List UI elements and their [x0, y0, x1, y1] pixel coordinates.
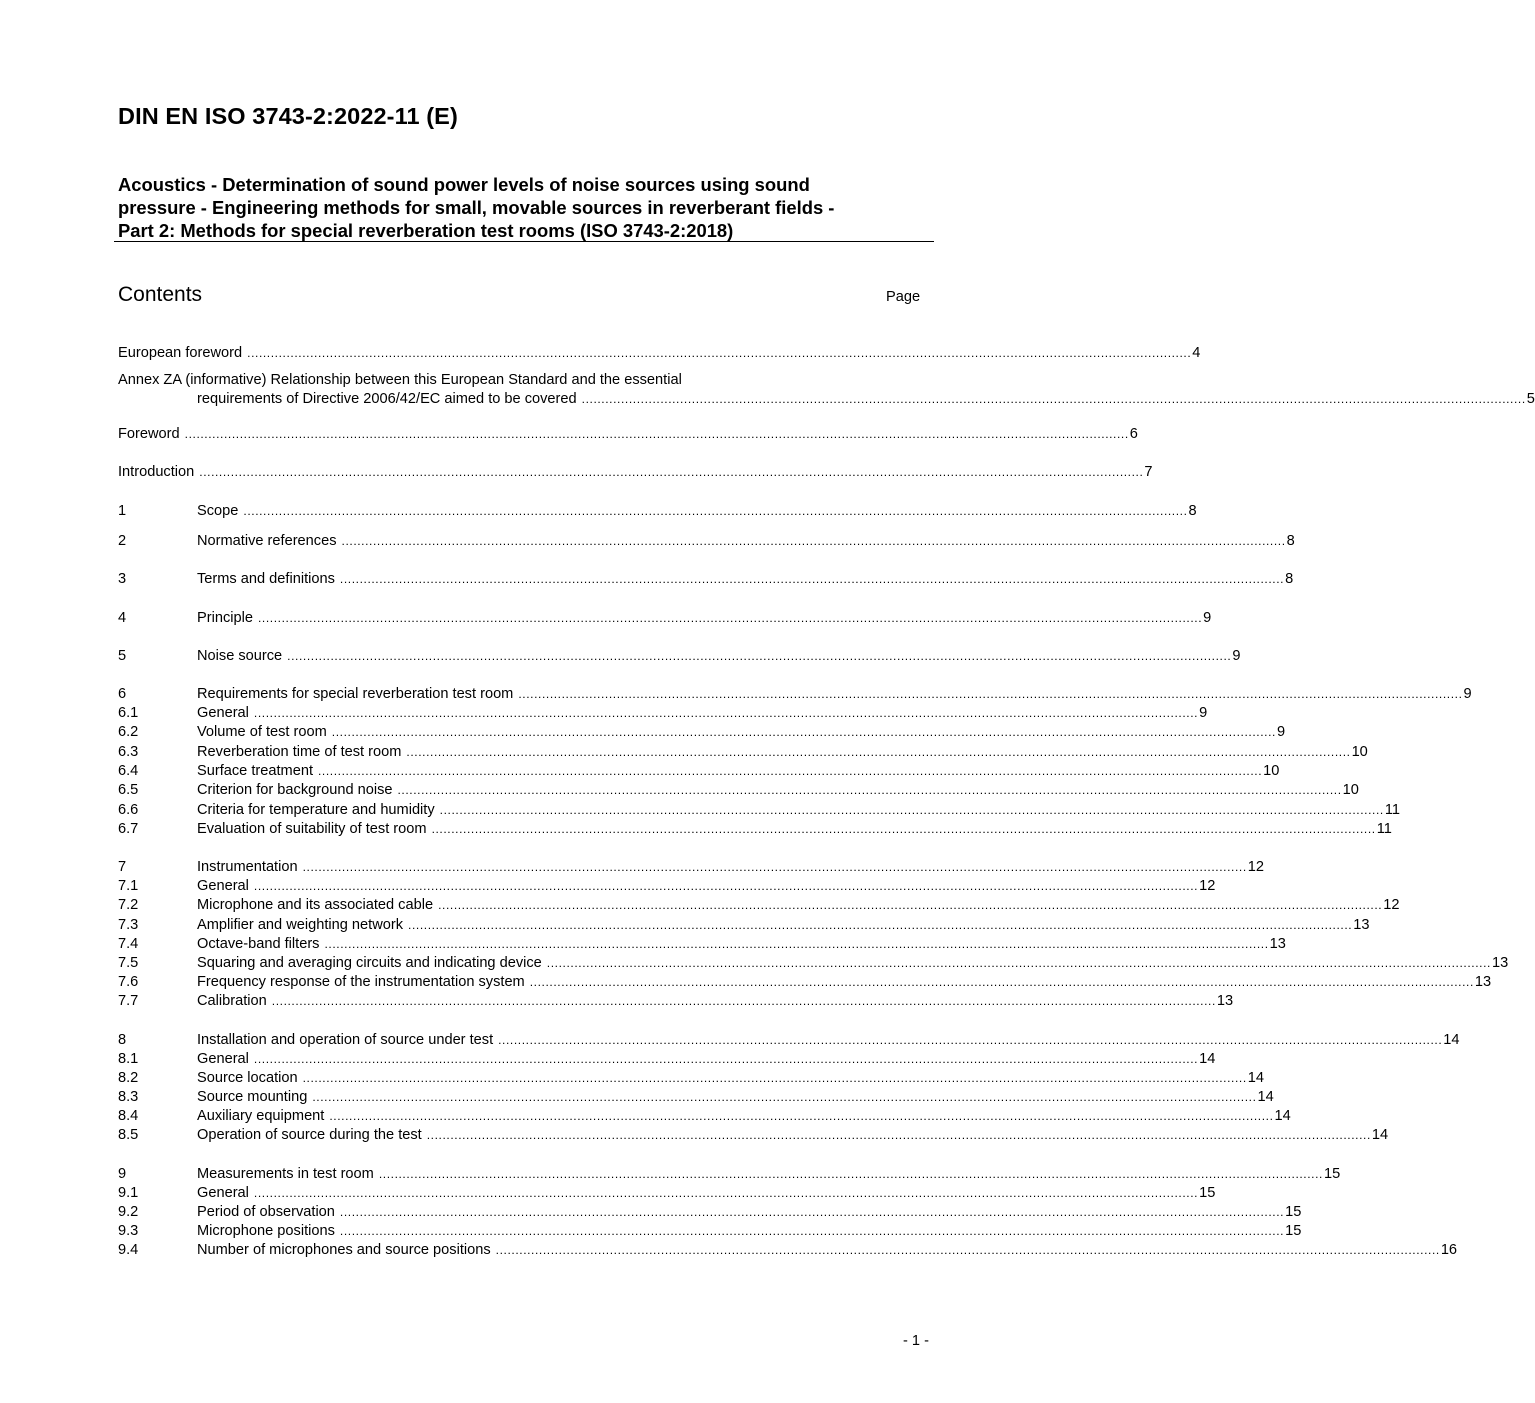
toc-entry-title: Microphone and its associated cable	[197, 897, 434, 913]
toc-entry-number: 7.3	[118, 917, 139, 933]
toc-entry-title: Requirements for special reverberation test room	[197, 686, 514, 702]
toc-entry-number: 3	[118, 571, 127, 587]
toc-entry-number: 7.4	[118, 936, 139, 952]
toc-leader-dots: ................................................................................................................................................................................................................................................	[438, 898, 1383, 912]
toc-entry-page: 13	[1474, 974, 1492, 990]
toc-entry-number: 6.5	[118, 782, 139, 798]
page-column-label: Page	[886, 289, 921, 305]
toc-entry-page: 12	[1199, 878, 1216, 894]
toc-entry[interactable]	[118, 858, 1264, 877]
toc-entry-number: 6.1	[118, 705, 139, 721]
toc-entry-number: 9.3	[118, 1223, 139, 1239]
toc-entry[interactable]	[118, 1184, 1216, 1203]
toc-entry-title: Surface treatment	[197, 763, 313, 779]
toc-entry-title: Criteria for temperature and humidity	[197, 802, 435, 818]
toc-entry-title: Microphone positions	[197, 1223, 335, 1239]
toc-leader-dots: ................................................................................................................................................................................................................................................	[397, 783, 1342, 797]
toc-entry-page: 9	[1199, 705, 1208, 721]
toc-entry[interactable]	[118, 820, 1392, 839]
toc-entry-title: Noise source	[197, 648, 283, 664]
toc-entry-title: Instrumentation	[197, 859, 298, 875]
toc-entry-page: 9	[1232, 648, 1241, 664]
toc-entry[interactable]	[118, 344, 1201, 363]
toc-entry-page: 14	[1257, 1089, 1274, 1105]
toc-entry-page: 10	[1351, 744, 1368, 760]
toc-entry-number: 5	[118, 648, 127, 664]
toc-leader-dots: ................................................................................................................................................................................................................................................	[199, 465, 1144, 479]
toc-entry-title: Frequency response of the instrumentation system	[197, 974, 525, 990]
toc-entry[interactable]	[118, 954, 1509, 973]
toc-entry-number: 7	[118, 859, 127, 875]
toc-entry[interactable]	[118, 704, 1208, 723]
toc-entry-page: 10	[1263, 763, 1280, 779]
toc-entry-number: 6.3	[118, 744, 139, 760]
toc-leader-dots: ................................................................................................................................................................................................................................................	[341, 534, 1286, 548]
toc-entry[interactable]	[118, 781, 1359, 800]
toc-entry-title: Source mounting	[197, 1089, 308, 1105]
toc-entry[interactable]	[118, 647, 1241, 666]
toc-entry-page: 12	[1247, 859, 1264, 875]
toc-entry-title: General	[197, 878, 249, 894]
toc-leader-dots: ................................................................................................................................................................................................................................................	[287, 649, 1232, 663]
toc-entry-page: 13	[1353, 917, 1370, 933]
toc-entry-title-line: Annex ZA (informative) Relationship between this European Standard and the essential	[118, 372, 682, 388]
toc-leader-dots: ................................................................................................................................................................................................................................................	[581, 392, 1526, 406]
toc-entry-number: 7.1	[118, 878, 139, 894]
toc-leader-dots: ................................................................................................................................................................................................................................................	[253, 879, 1199, 893]
toc-entry[interactable]	[118, 1050, 1216, 1069]
toc-leader-dots: ................................................................................................................................................................................................................................................	[253, 706, 1199, 720]
toc-entry-number: 6.7	[118, 821, 139, 837]
toc-entry[interactable]	[118, 935, 1286, 954]
toc-entry[interactable]	[118, 1088, 1274, 1107]
toc-entry-page: 12	[1383, 897, 1400, 913]
toc-entry[interactable]	[118, 502, 1197, 521]
toc-leader-dots: ................................................................................................................................................................................................................................................	[518, 687, 1463, 701]
toc-entry-page: 13	[1491, 955, 1509, 971]
toc-entry[interactable]	[118, 1203, 1302, 1222]
toc-leader-dots: ................................................................................................................................................................................................................................................	[439, 803, 1384, 817]
toc-entry[interactable]	[118, 1031, 1460, 1050]
toc-entry[interactable]	[118, 570, 1294, 589]
toc-leader-dots: ................................................................................................................................................................................................................................................	[257, 611, 1203, 625]
toc-leader-dots: ................................................................................................................................................................................................................................................	[302, 1071, 1247, 1085]
toc-entry-page: 11	[1384, 802, 1400, 818]
toc-entry-title: European foreword	[118, 345, 243, 361]
toc-entry-title: Number of microphones and source positions	[197, 1242, 491, 1258]
toc-entry-number: 7.7	[118, 993, 139, 1009]
toc-leader-dots: ................................................................................................................................................................................................................................................	[431, 822, 1376, 836]
toc-leader-dots: ................................................................................................................................................................................................................................................	[495, 1243, 1440, 1257]
toc-entry-number: 8.4	[118, 1108, 139, 1124]
toc-entry-page: 7	[1144, 464, 1153, 480]
toc-entry[interactable]	[118, 762, 1280, 781]
toc-entry-page: 15	[1323, 1166, 1341, 1182]
toc-entry-number: 8.5	[118, 1127, 139, 1143]
toc-entry-page: 14	[1371, 1127, 1389, 1143]
toc-entry[interactable]	[118, 685, 1472, 704]
toc-entry-number: 2	[118, 533, 127, 549]
toc-entry-title: Amplifier and weighting network	[197, 917, 404, 933]
toc-entry-title: Criterion for background noise	[197, 782, 393, 798]
subtitle-line: Part 2: Methods for special reverberation test rooms (ISO 3743-2:2018)	[118, 220, 734, 241]
toc-entry-number: 9.4	[118, 1242, 139, 1258]
toc-entry-number: 6	[118, 686, 127, 702]
toc-entry-title: Reverberation time of test room	[197, 744, 402, 760]
toc-entry-number: 8.3	[118, 1089, 139, 1105]
toc-entry-page: 15	[1199, 1185, 1216, 1201]
toc-entry-page: 15	[1285, 1204, 1302, 1220]
toc-entry-title: requirements of Directive 2006/42/EC aimed to be covered	[197, 391, 577, 407]
toc-entry-number: 9.2	[118, 1204, 139, 1220]
toc-entry-number: 9	[118, 1166, 127, 1182]
toc-entry-page: 6	[1129, 426, 1138, 442]
toc-leader-dots: ................................................................................................................................................................................................................................................	[302, 860, 1247, 874]
toc-leader-dots: ................................................................................................................................................................................................................................................	[243, 504, 1188, 518]
title-underline	[114, 241, 934, 242]
toc-entry[interactable]	[118, 896, 1400, 915]
toc-entry[interactable]	[118, 1107, 1291, 1126]
toc-leader-dots: ................................................................................................................................................................................................................................................	[339, 1224, 1285, 1238]
toc-leader-dots: ................................................................................................................................................................................................................................................	[529, 975, 1474, 989]
toc-entry-title: Volume of test room	[197, 724, 327, 740]
toc-entry-page: 15	[1285, 1223, 1302, 1239]
toc-entry-page: 9	[1203, 610, 1212, 626]
toc-leader-dots: ................................................................................................................................................................................................................................................	[339, 1205, 1285, 1219]
toc-entry[interactable]	[118, 372, 1535, 409]
toc-entry-title: Foreword	[118, 426, 180, 442]
toc-leader-dots: ................................................................................................................................................................................................................................................	[408, 918, 1353, 932]
toc-entry-title: Calibration	[197, 993, 267, 1009]
toc-entry-page: 8	[1286, 533, 1295, 549]
toc-entry-number: 6.6	[118, 802, 139, 818]
toc-entry-title: Period of observation	[197, 1204, 335, 1220]
toc-entry-page: 14	[1199, 1051, 1216, 1067]
toc-entry-number: 8.1	[118, 1051, 139, 1067]
toc-leader-dots: ................................................................................................................................................................................................................................................	[406, 745, 1351, 759]
toc-entry-page: 16	[1440, 1242, 1458, 1258]
toc-entry-title: Introduction	[118, 464, 195, 480]
toc-entry-page: 10	[1342, 782, 1359, 798]
subtitle-line: Acoustics - Determination of sound power levels of noise sources using sound	[118, 174, 810, 195]
toc-entry-page: 14	[1247, 1070, 1264, 1086]
toc-leader-dots: ................................................................................................................................................................................................................................................	[329, 1109, 1274, 1123]
toc-entry-title: Evaluation of suitability of test room	[197, 821, 427, 837]
toc-entry-title: Normative references	[197, 533, 337, 549]
toc-entry-page: 13	[1269, 936, 1286, 952]
toc-entry-number: 7.2	[118, 897, 139, 913]
toc-entry-title: Installation and operation of source under test	[197, 1032, 494, 1048]
toc-entry[interactable]	[118, 1165, 1341, 1184]
toc-leader-dots: ................................................................................................................................................................................................................................................	[318, 764, 1263, 778]
toc-entry[interactable]	[118, 1222, 1302, 1241]
toc-entry-page: 9	[1463, 686, 1472, 702]
toc-entry-page: 14	[1274, 1108, 1291, 1124]
toc-entry[interactable]	[118, 532, 1295, 551]
document-subtitle	[118, 173, 918, 242]
toc-entry[interactable]	[118, 609, 1212, 628]
toc-entry-number: 1	[118, 503, 127, 519]
toc-entry-title: Operation of source during the test	[197, 1127, 422, 1143]
toc-entry-page: 4	[1192, 345, 1201, 361]
toc-entry[interactable]	[118, 877, 1216, 896]
toc-entry[interactable]	[118, 1241, 1458, 1260]
toc-entry-title: Measurements in test room	[197, 1166, 374, 1182]
toc-entry-number: 8.2	[118, 1070, 139, 1086]
toc-entry[interactable]	[118, 463, 1153, 482]
toc-entry[interactable]	[118, 992, 1234, 1011]
toc-entry-title: Source location	[197, 1070, 298, 1086]
toc-entry-page: 9	[1276, 724, 1286, 740]
toc-leader-dots: ................................................................................................................................................................................................................................................	[498, 1033, 1443, 1047]
toc-entry-page: 8	[1285, 571, 1294, 587]
toc-entry[interactable]	[118, 916, 1370, 935]
toc-entry-page: 13	[1216, 993, 1234, 1009]
toc-entry[interactable]	[118, 425, 1138, 444]
toc-entry-number: 6.2	[118, 724, 139, 740]
toc-entry-page: 14	[1443, 1032, 1460, 1048]
toc-entry[interactable]	[118, 801, 1400, 820]
page-number: - 1 -	[903, 1333, 929, 1349]
toc-entry-number: 9.1	[118, 1185, 139, 1201]
toc-leader-dots: ................................................................................................................................................................................................................................................	[253, 1186, 1199, 1200]
toc-entry-page: 11	[1376, 821, 1392, 837]
toc-entry-page: 8	[1188, 503, 1197, 519]
document-id: DIN EN ISO 3743-2:2022-11 (E)	[118, 103, 458, 129]
toc-leader-dots: ................................................................................................................................................................................................................................................	[324, 937, 1269, 951]
subtitle-line: pressure - Engineering methods for small, movable sources in reverberant fields -	[118, 197, 835, 218]
toc-leader-dots: ................................................................................................................................................................................................................................................	[426, 1128, 1371, 1142]
toc-leader-dots: ................................................................................................................................................................................................................................................	[378, 1167, 1323, 1181]
toc-entry-title: General	[197, 1051, 249, 1067]
toc-entry-number: 8	[118, 1032, 127, 1048]
toc-leader-dots: ................................................................................................................................................................................................................................................	[253, 1052, 1199, 1066]
toc-entry[interactable]	[118, 723, 1286, 742]
toc-entry-number: 7.6	[118, 974, 139, 990]
toc-leader-dots: ................................................................................................................................................................................................................................................	[339, 572, 1285, 586]
toc-leader-dots: ................................................................................................................................................................................................................................................	[184, 427, 1129, 441]
toc-leader-dots: ................................................................................................................................................................................................................................................	[546, 956, 1491, 970]
toc-entry-title: Terms and definitions	[197, 571, 335, 587]
toc-entry-page: 5	[1526, 391, 1535, 407]
toc-entry-title: Squaring and averaging circuits and indicating device	[197, 955, 542, 971]
toc-entry[interactable]	[118, 1126, 1389, 1145]
contents-heading: Contents	[118, 283, 203, 306]
toc-entry-title: General	[197, 1185, 249, 1201]
toc-entry[interactable]	[118, 1069, 1264, 1088]
toc-leader-dots: ................................................................................................................................................................................................................................................	[247, 346, 1192, 360]
toc-entry-number: 7.5	[118, 955, 139, 971]
toc-entry-title: Principle	[197, 610, 253, 626]
toc-entry-number: 4	[118, 610, 127, 626]
toc-entry-number: 6.4	[118, 763, 139, 779]
toc-entry[interactable]	[118, 743, 1368, 762]
toc-leader-dots: ................................................................................................................................................................................................................................................	[312, 1090, 1257, 1104]
toc-entry-title: Scope	[197, 503, 239, 519]
toc-entry[interactable]	[118, 973, 1492, 992]
toc-leader-dots: ................................................................................................................................................................................................................................................	[331, 725, 1276, 739]
toc-entry-title: General	[197, 705, 249, 721]
toc-entry-title: Octave-band filters	[197, 936, 320, 952]
toc-leader-dots: ................................................................................................................................................................................................................................................	[271, 994, 1216, 1008]
toc-entry-title: Auxiliary equipment	[197, 1108, 325, 1124]
